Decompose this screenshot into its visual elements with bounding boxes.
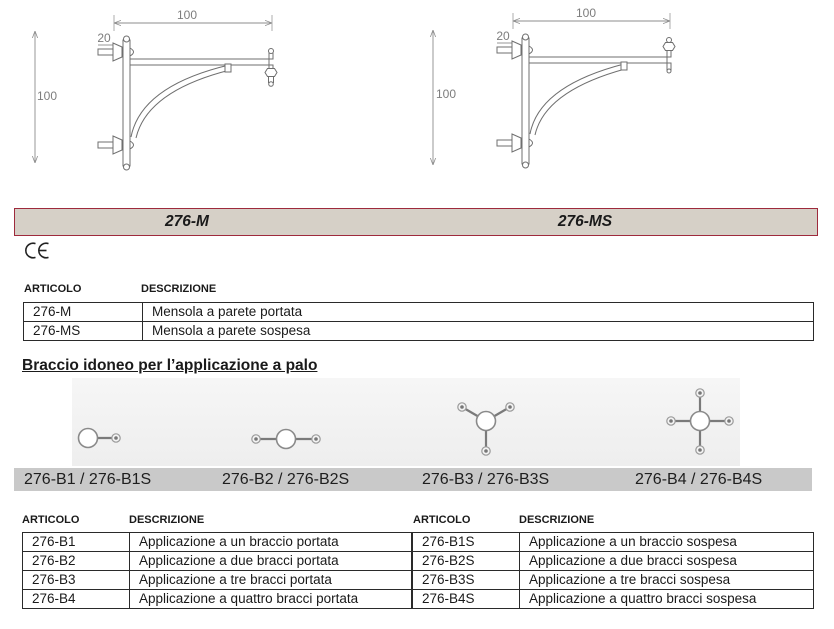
bolt-flange [113,43,122,61]
wall-post-cap-bottom [124,164,130,170]
bolt-nut [130,141,134,149]
wall-post-bar [123,40,130,166]
pole-config-label-b2: 276-B2 / 276-B2S [222,471,350,488]
pole-config-label-b3: 276-B3 / 276-B3S [422,471,550,488]
model-label-276-ms: 276-MS [557,213,613,230]
bracket-table-header-description: DESCRIZIONE [141,283,217,295]
article-code: 276-B3S [413,571,520,590]
height-dimension [35,31,57,163]
wall-post-cap-top [124,36,130,42]
article-description: Mensola a parete portata [143,303,814,322]
article-code: 276-B4S [413,590,520,609]
wall-post-cap-bottom [523,162,529,168]
ce-mark-c [26,243,36,258]
width-dimension-label: 100 [176,8,198,22]
fitting-hex-nut [663,43,675,51]
table-row [413,552,814,571]
wall-post-cap-top [523,34,529,40]
width-dimension-label: 100 [575,6,597,20]
bolt-flange [113,136,122,154]
offset-dimension-label: 20 [496,29,510,43]
article-code: 276-B1S [413,533,520,552]
fitting-cap [269,49,274,54]
article-description: Applicazione a un braccio sospesa [520,533,814,552]
bolt-shaft [497,140,513,146]
bracket-drawing-sospesa [433,6,675,168]
wall-post [123,36,130,170]
brace-clamp [225,64,231,72]
fitting-end [269,82,274,87]
pole-config-four-arms [667,389,733,454]
article-code: 276-B2 [23,552,130,571]
fitting-hex-nut [265,69,277,77]
article-code: 276-B4 [23,590,130,609]
pole-table-right-header-description: DESCRIZIONE [519,514,595,526]
bolt-flange [512,41,521,59]
arm-terminal-dot [114,436,118,440]
table-row [413,571,814,590]
bolt-shaft [98,142,114,148]
wall-post-bar [522,38,529,164]
bolt-nut [529,46,533,54]
arm-terminal-dot [254,437,258,441]
fitting-cap [667,38,672,43]
lamp-fitting-sospesa [663,38,675,74]
offset-dimension-label: 20 [97,31,111,45]
bolt-flange [512,134,521,152]
lamp-fitting-portata [265,49,277,87]
width-dimension [513,6,670,29]
pole-table-left-header-description: DESCRIZIONE [129,514,205,526]
pole-table-right-header-code: ARTICOLO [413,514,471,526]
bolt-shaft [497,47,513,53]
brace-inner-edge [535,69,625,135]
horizontal-arm [130,59,269,65]
brace-outer-edge [530,64,624,134]
bracket-table-header-code: ARTICOLO [24,283,82,295]
offset-dimension [97,31,114,45]
table-row [24,303,814,322]
model-label-276-m: 276-M [165,213,209,230]
table-row [413,533,814,552]
brace-clamp [621,62,627,70]
bracket-drawings [0,0,834,200]
table-row [24,322,814,341]
article-code: 276-B2S [413,552,520,571]
pole-configurations [72,378,740,466]
article-code: 276-B1 [23,533,130,552]
article-description: Applicazione a due bracci sospesa [520,552,814,571]
pole-config-label-b1: 276-B1 / 276-B1S [24,471,152,488]
pole-config-label-bar [14,468,812,491]
pole-hub [277,430,296,449]
table-row [413,590,814,609]
pole-hub [79,429,98,448]
height-dimension [433,30,456,165]
fitting-end [667,69,671,73]
arm-terminal-dot [727,419,731,423]
article-code: 276-B3 [23,571,130,590]
arm-terminal-dot [460,405,464,409]
pole-table-left-header-code: ARTICOLO [22,514,80,526]
bolt-shaft [98,49,114,55]
arm-terminal-dot [698,448,702,452]
table-row [23,533,412,552]
curved-brace [131,64,231,138]
pole-config-label-b4: 276-B4 / 276-B4S [635,471,763,488]
article-description: Applicazione a tre bracci sospesa [520,571,814,590]
article-code: 276-MS [24,322,143,341]
bracket-drawing-portata [35,8,277,170]
pole-config-three-arms [458,403,514,455]
pole-table-sospesa [412,532,814,609]
pole-hub [691,412,710,431]
arm-terminal-dot [484,449,488,453]
arm-terminal-dot [698,391,702,395]
table-row [23,590,412,609]
ce-mark-logo [22,240,52,261]
arm-terminal-dot [669,419,673,423]
table-row [23,571,412,590]
bolt-nut [130,48,134,56]
model-banner [14,208,818,236]
bolt-nut [529,139,533,147]
wall-post [522,34,529,168]
pole-section-heading: Braccio idoneo per l’applicazione a palo [22,357,318,374]
article-description: Mensola a parete sospesa [143,322,814,341]
curved-brace [530,62,627,135]
article-description: Applicazione a quattro bracci portata [130,590,412,609]
arm-terminal-dot [508,405,512,409]
height-dimension-label: 100 [435,87,457,101]
article-code: 276-M [24,303,143,322]
fitting-neck [667,51,671,58]
pole-config-one-arm [79,429,121,448]
article-description: Applicazione a quattro bracci sospesa [520,590,814,609]
pole-table-portata [22,532,412,609]
pole-config-two-arms [252,430,320,449]
article-description: Applicazione a un braccio portata [130,533,412,552]
table-row [23,552,412,571]
pole-configuration-diagrams [72,378,740,466]
brace-outer-edge [131,65,229,137]
width-dimension [114,8,272,31]
height-dimension-label: 100 [36,89,58,103]
article-description: Applicazione a due bracci portata [130,552,412,571]
horizontal-arm [529,57,667,63]
offset-dimension [496,29,513,43]
article-description: Applicazione a tre bracci portata [130,571,412,590]
bracket-table [23,302,814,341]
pole-hub [477,412,496,431]
arm-terminal-dot [314,437,318,441]
